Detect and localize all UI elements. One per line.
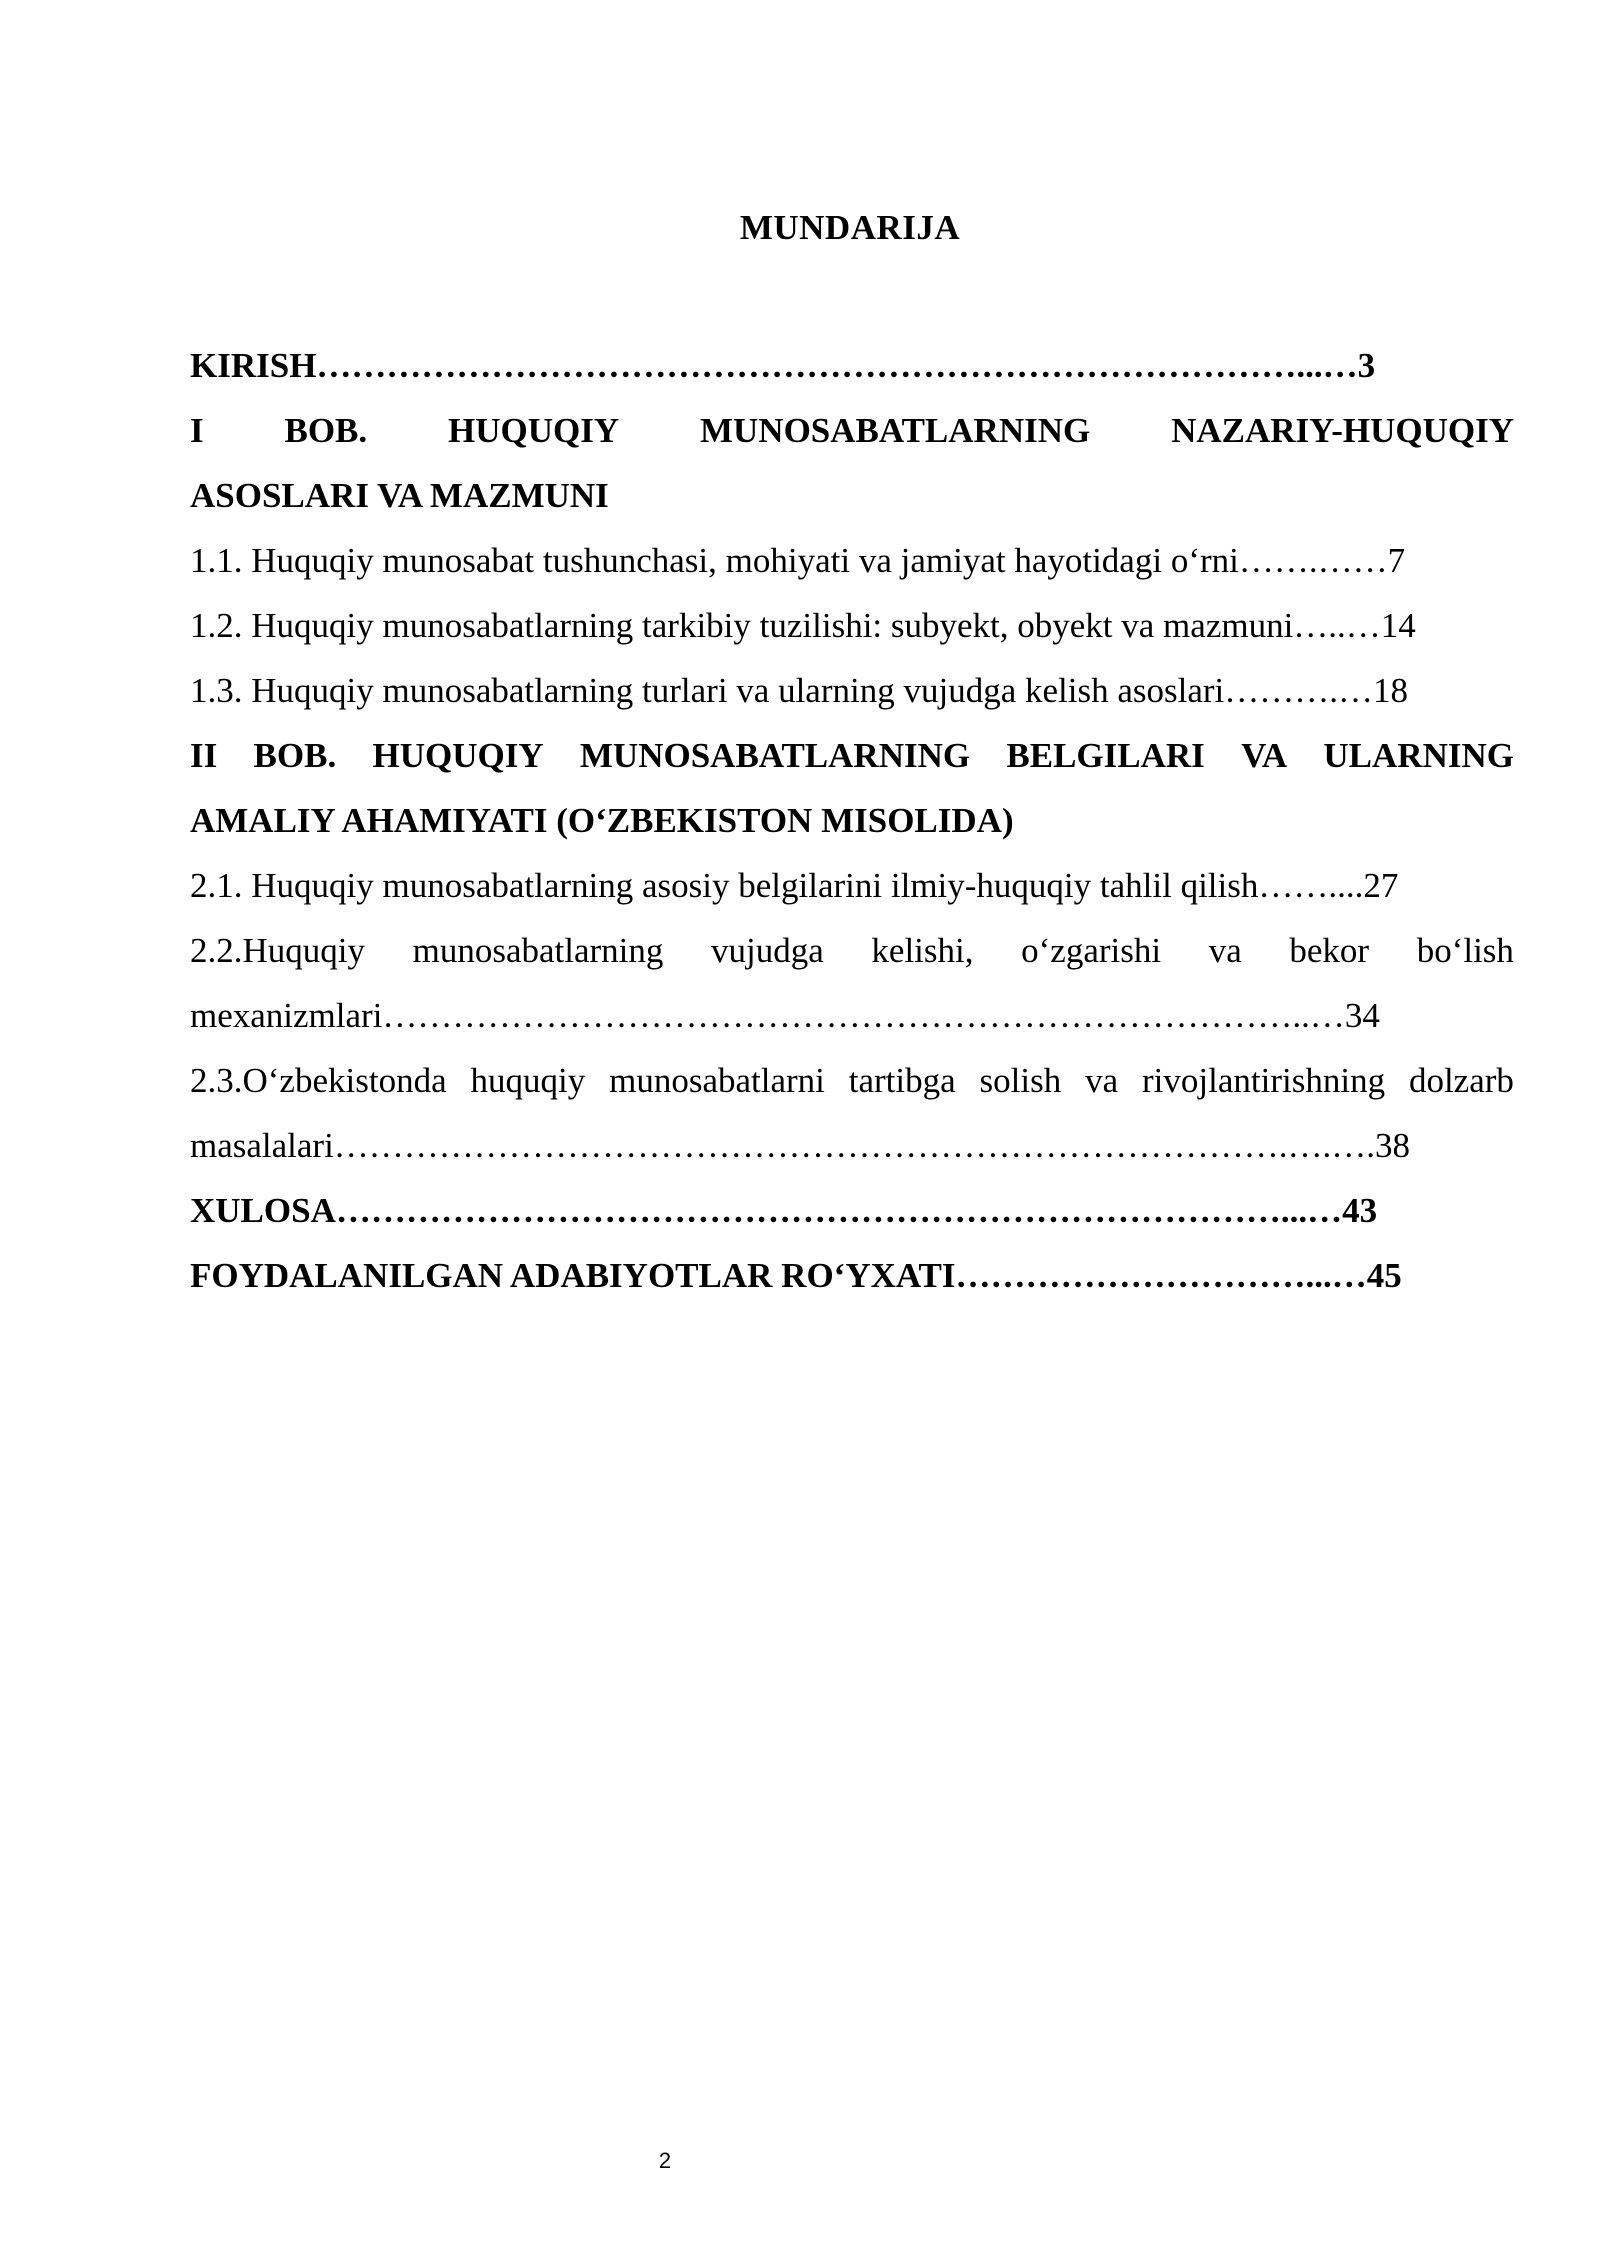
toc-word: bo‘lish: [1416, 931, 1514, 970]
table-of-contents: [190, 333, 1514, 1308]
toc-entry-xulosa: XULOSA………………………………………………………………………...…43: [190, 1191, 1378, 1230]
toc-chapter-2-heading-line-2: AMALIY AHAMIYATI (O‘ZBEKISTON MISOLIDA): [190, 801, 1014, 840]
toc-word: dolzarb: [1408, 1061, 1514, 1100]
toc-word: BELGILARI: [1006, 736, 1205, 775]
toc-word: BOB.: [253, 736, 337, 775]
toc-entry-2-3-line-1: [190, 1048, 1514, 1113]
toc-word: kelishi,: [871, 931, 974, 970]
toc-entry-1-1: 1.1. Huquqiy munosabat tushunchasi, mohiyati va jamiyat hayotidagi o‘rni…….……7: [190, 541, 1406, 580]
toc-word: va: [1208, 931, 1242, 970]
page-title: MUNDARIJA: [739, 208, 961, 247]
toc-entry-kirish: KIRISH…………………………………………………………………………...…3: [190, 346, 1376, 385]
toc-word: I: [190, 411, 204, 450]
toc-word: HUQUQIY: [448, 411, 620, 450]
toc-word: HUQUQIY: [372, 736, 544, 775]
toc-word: bekor: [1289, 931, 1370, 970]
toc-entry-2-3-line-2: masalalari……………………………………………………………………….….….38: [190, 1126, 1411, 1165]
toc-word: NAZARIY-HUQUQIY: [1171, 411, 1514, 450]
toc-word: BOB.: [284, 411, 368, 450]
toc-entry-2-2-line-1: [190, 918, 1514, 983]
toc-word: tartibga: [848, 1061, 956, 1100]
toc-entry-1-3: 1.3. Huquqiy munosabatlarning turlari va ularning vujudga kelish asoslari……….…18: [190, 671, 1408, 710]
toc-word: munosabatlarning: [412, 931, 664, 970]
toc-entry-1-2: 1.2. Huquqiy munosabatlarning tarkibiy tuzilishi: subyekt, obyekt va mazmuni…..…14: [190, 606, 1416, 645]
toc-word: VA: [1241, 736, 1288, 775]
toc-word: o‘zgarishi: [1021, 931, 1162, 970]
toc-entry-2-2-line-2: mexanizmlari……………………………………………………………………..…34: [190, 996, 1380, 1035]
toc-word: solish: [979, 1061, 1062, 1100]
toc-word: vujudga: [711, 931, 824, 970]
toc-word: va: [1085, 1061, 1119, 1100]
toc-word: munosabatlarni: [609, 1061, 825, 1100]
toc-word: rivojlantirishning: [1142, 1061, 1386, 1100]
toc-word: 2.3.O‘zbekistonda: [190, 1061, 447, 1100]
toc-chapter-1-heading-line-2: ASOSLARI VA MAZMUNI: [190, 476, 609, 515]
page-number: 2: [658, 2148, 672, 2173]
toc-word: MUNOSABATLARNING: [700, 411, 1091, 450]
toc-chapter-2-heading-line-1: [190, 723, 1514, 788]
toc-word: huquqiy: [470, 1061, 586, 1100]
toc-chapter-1-heading-line-1: [190, 398, 1514, 463]
toc-word: II: [190, 736, 218, 775]
toc-word: ULARNING: [1323, 736, 1514, 775]
toc-word: 2.2.Huquqiy: [190, 931, 365, 970]
toc-word: MUNOSABATLARNING: [579, 736, 971, 775]
toc-entry-2-1: 2.1. Huquqiy munosabatlarning asosiy belgilarini ilmiy-huquqiy tahlil qilish……....27: [190, 866, 1399, 905]
toc-entry-adabiyotlar: FOYDALANILGAN ADABIYOTLAR RO‘YXATI…………………………...…45: [190, 1256, 1402, 1295]
